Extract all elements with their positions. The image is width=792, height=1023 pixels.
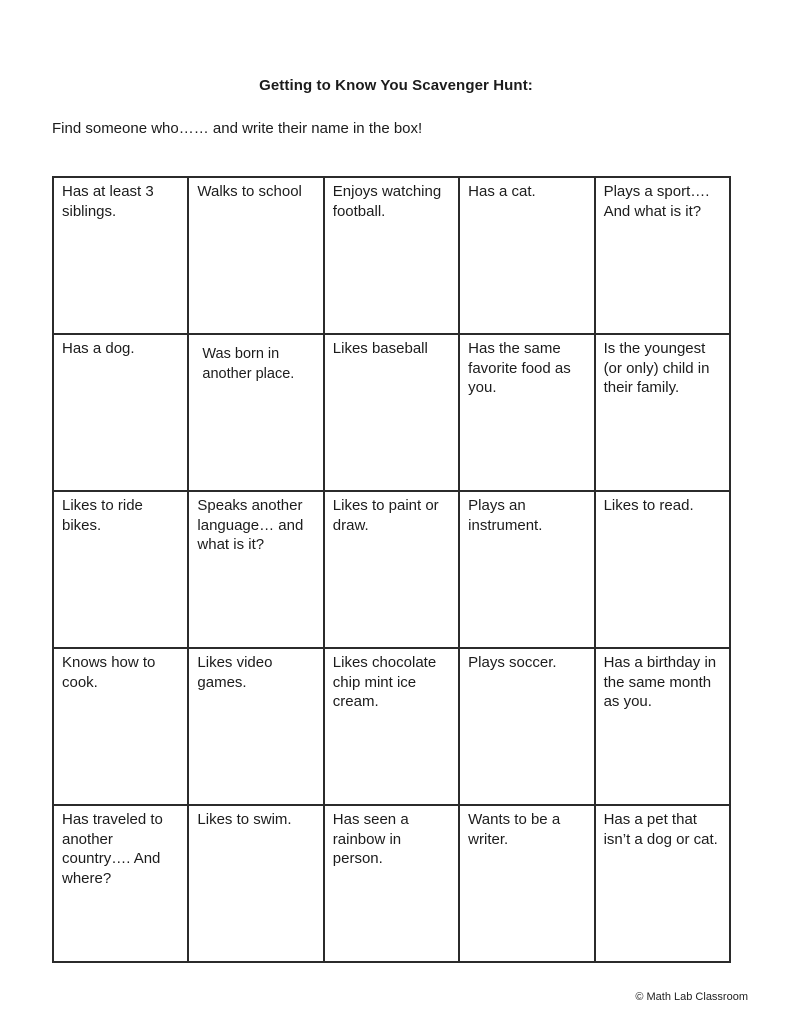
scavenger-grid-body [53, 177, 730, 962]
grid-cell: Likes chocolate chip mint ice cream. [324, 648, 459, 805]
grid-cell: Was born in another place. [188, 334, 323, 491]
grid-cell: Speaks another language… and what is it? [188, 491, 323, 648]
grid-cell: Likes to read. [595, 491, 730, 648]
grid-cell: Plays soccer. [459, 648, 594, 805]
grid-row [53, 177, 730, 334]
grid-row [53, 491, 730, 648]
grid-cell: Has a cat. [459, 177, 594, 334]
grid-cell: Has a birthday in the same month as you. [595, 648, 730, 805]
grid-cell: Is the youngest (or only) child in their family. [595, 334, 730, 491]
grid-cell: Wants to be a writer. [459, 805, 594, 962]
scavenger-hunt-grid [52, 176, 731, 963]
grid-cell: Likes to paint or draw. [324, 491, 459, 648]
grid-row [53, 805, 730, 962]
grid-cell: Likes video games. [188, 648, 323, 805]
grid-cell: Likes baseball [324, 334, 459, 491]
grid-cell: Plays an instrument. [459, 491, 594, 648]
grid-cell: Has traveled to another country…. And where? [53, 805, 188, 962]
grid-cell: Has the same favorite food as you. [459, 334, 594, 491]
grid-cell: Likes to swim. [188, 805, 323, 962]
grid-cell: Has a dog. [53, 334, 188, 491]
copyright-text: © Math Lab Classroom [635, 991, 748, 1003]
grid-cell: Likes to ride bikes. [53, 491, 188, 648]
grid-cell: Walks to school [188, 177, 323, 334]
page-title: Getting to Know You Scavenger Hunt: [259, 77, 533, 94]
grid-cell: Knows how to cook. [53, 648, 188, 805]
grid-row [53, 648, 730, 805]
grid-cell: Enjoys watching football. [324, 177, 459, 334]
grid-cell: Has seen a rainbow in person. [324, 805, 459, 962]
grid-cell: Plays a sport…. And what is it? [595, 177, 730, 334]
grid-cell: Has a pet that isn’t a dog or cat. [595, 805, 730, 962]
grid-row [53, 334, 730, 491]
instructions-text: Find someone who…… and write their name in the box! [52, 120, 423, 137]
grid-cell: Has at least 3 siblings. [53, 177, 188, 334]
